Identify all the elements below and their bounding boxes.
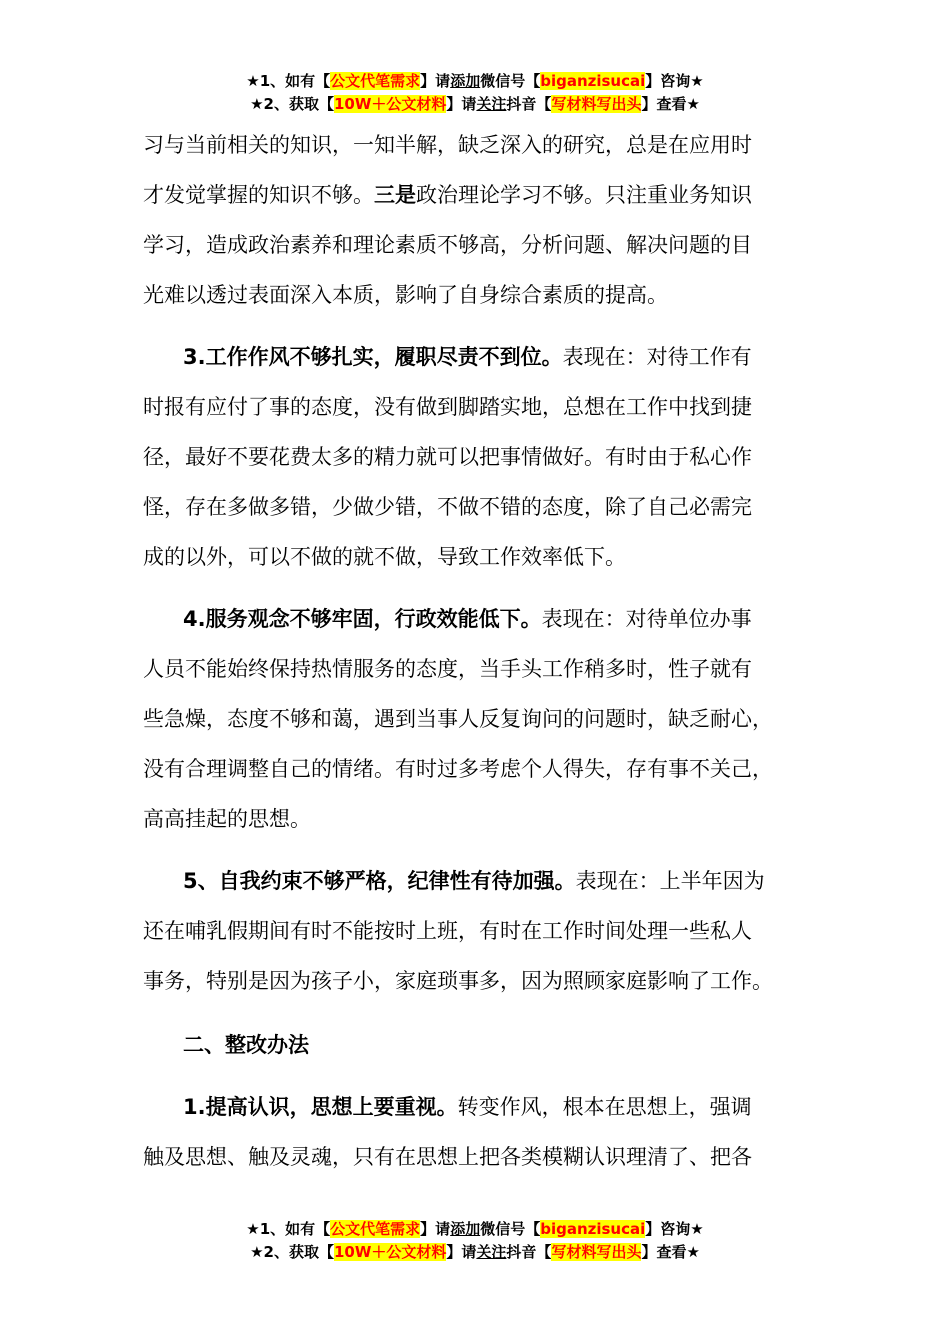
promo-text: ★2、获取【 <box>250 95 334 113</box>
section-title: 二、整改办法 <box>183 1033 309 1057</box>
section-heading-line: 1.提高认识，思想上要重视。转变作风，根本在思想上，强调 <box>183 1095 752 1119</box>
promo-text: 】请 <box>446 95 477 113</box>
promo-text: 微信号【 <box>480 1220 541 1238</box>
promo-line-1 <box>0 70 950 93</box>
text-line: 时报有应付了事的态度，没有做到脚踏实地，总想在工作中找到捷 <box>143 395 752 419</box>
text-line: 没有合理调整自己的情绪。有时过多考虑个人得失，存有事不关己， <box>143 757 773 781</box>
promo-banner-top <box>0 70 950 116</box>
text-line: 怪，存在多做多错，少做少错，不做不错的态度，除了自己必需完 <box>143 495 752 519</box>
text-line: 径，最好不要花费太多的精力就可以把事情做好。有时由于私心作 <box>143 445 752 469</box>
promo-underline: 关注 <box>476 95 507 113</box>
text-line: 事务，特别是因为孩子小，家庭琐事多，因为照顾家庭影响了工作。 <box>143 969 773 993</box>
promo-text: 】请 <box>446 1243 477 1261</box>
promo-underline: 添加 <box>450 1220 481 1238</box>
promo-line-1 <box>0 1218 950 1241</box>
promo-underline: 添加 <box>450 72 481 90</box>
promo-line-2 <box>0 1241 950 1264</box>
promo-text: 】查看★ <box>641 1243 700 1261</box>
promo-text: 】查看★ <box>641 95 700 113</box>
promo-underline: 关注 <box>476 1243 507 1261</box>
text-line: 些急燥，态度不够和蔼，遇到当事人反复询问的问题时，缺乏耐心， <box>143 707 773 731</box>
text-line: 成的以外，可以不做的就不做，导致工作效率低下。 <box>143 545 626 569</box>
text-line: 还在哺乳假期间有时不能按时上班，有时在工作时间处理一些私人 <box>143 919 752 943</box>
section-heading-line: 3.工作作风不够扎实，履职尽责不到位。表现在：对待工作有 <box>183 345 752 369</box>
promo-text: 抖音【 <box>506 1243 552 1261</box>
promo-banner-bottom <box>0 1218 950 1264</box>
promo-text: 】请 <box>420 1220 451 1238</box>
text-line: 触及思想、触及灵魂，只有在思想上把各类模糊认识理清了、把各 <box>143 1145 752 1169</box>
promo-text: 抖音【 <box>506 95 552 113</box>
promo-text: 微信号【 <box>480 72 541 90</box>
promo-line-2 <box>0 93 950 116</box>
promo-highlight: 10W＋公文材料 <box>333 95 447 113</box>
text-line: 习与当前相关的知识，一知半解，缺乏深入的研究，总是在应用时 <box>143 133 752 157</box>
promo-text: 】咨询★ <box>645 1220 704 1238</box>
promo-highlight: 10W＋公文材料 <box>333 1243 447 1261</box>
promo-highlight: 写材料写出头 <box>551 95 642 113</box>
text-line: 才发觉掌握的知识不够。三是政治理论学习不够。只注重业务知识 <box>143 183 752 207</box>
promo-highlight: biganzisucai <box>540 1220 646 1238</box>
text-line: 人员不能始终保持热情服务的态度，当手头工作稍多时，性子就有 <box>143 657 752 681</box>
text-line: 高高挂起的思想。 <box>143 807 311 831</box>
section-heading-line: 5、自我约束不够严格，纪律性有待加强。表现在：上半年因为 <box>183 869 765 893</box>
promo-highlight: biganzisucai <box>540 72 646 90</box>
promo-text: 】咨询★ <box>645 72 704 90</box>
promo-highlight: 公文代笔需求 <box>330 1220 421 1238</box>
text-line: 光难以透过表面深入本质，影响了自身综合素质的提高。 <box>143 283 668 307</box>
promo-text: ★1、如有【 <box>246 1220 331 1238</box>
promo-text: 】请 <box>420 72 451 90</box>
text-line: 学习，造成政治素养和理论素质不够高，分析问题、解决问题的目 <box>143 233 752 257</box>
promo-highlight: 写材料写出头 <box>551 1243 642 1261</box>
promo-text: ★1、如有【 <box>246 72 331 90</box>
promo-highlight: 公文代笔需求 <box>330 72 421 90</box>
section-heading-line: 4.服务观念不够牢固，行政效能低下。表现在：对待单位办事 <box>183 607 752 631</box>
promo-text: ★2、获取【 <box>250 1243 334 1261</box>
